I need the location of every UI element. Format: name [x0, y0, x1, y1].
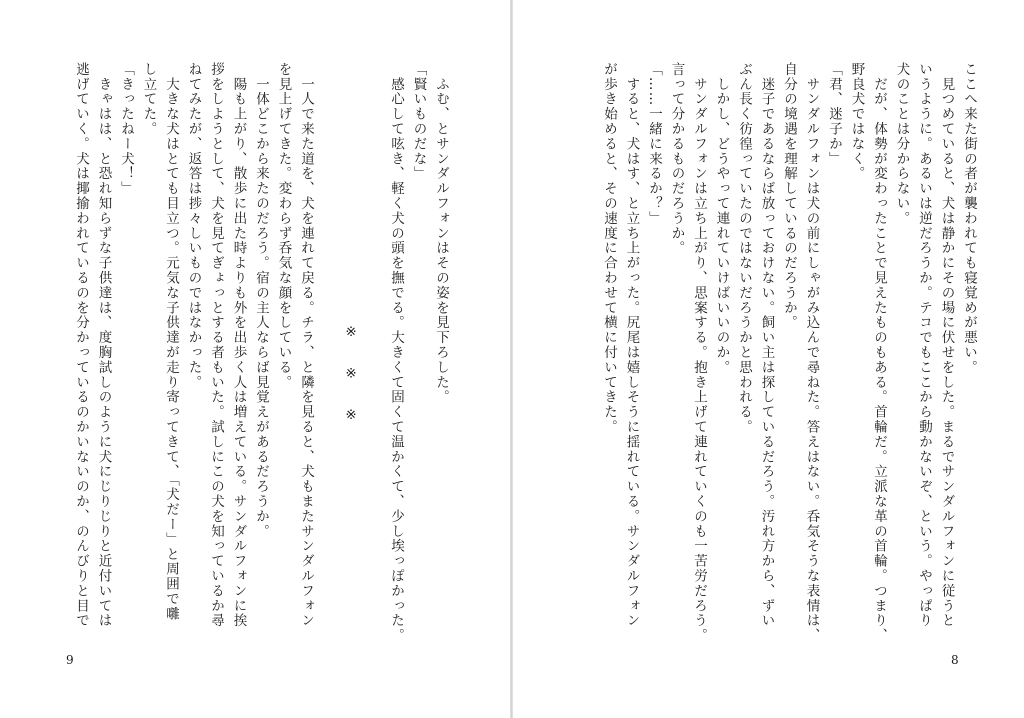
text-line: 大きな犬はとても目立つ。元気な子供達が走り寄ってきて、「犬だー」と周囲で囃 — [163, 62, 179, 622]
text-line: いうように。あるいは逆だろうか。テコでもここから動かないぞ、という。やっぱり — [916, 62, 932, 629]
text-line: 言って分かるものだろうか。 — [668, 62, 685, 256]
text-line: 一体どこから来たのだろう。宿の主人ならば見覚えがあるだろうか。 — [253, 62, 269, 539]
section-separator: ※ ※ ※ — [343, 324, 359, 429]
text-line: 迷子であるならば放っておけない。飼い主は探しているだろう。汚れ方から、ずい — [758, 62, 775, 629]
text-line: 陽も上がり、散歩に出た時よりも外を出歩く人は増えている。サンダルフォンに挨 — [230, 62, 247, 629]
text-line: すると、犬はす、と立ち上がった。尻尾は嬉しそうに揺れている。サンダルフォン — [623, 62, 640, 629]
text-line: 「賢いものだな」 — [410, 62, 427, 182]
right-page — [513, 0, 1024, 718]
page-number: 8 — [951, 653, 959, 667]
right-page-text — [598, 62, 981, 660]
text-line: 見つめていると、犬は静かにその場に伏せをした。まるでサンダルフォンに従うと — [938, 62, 955, 629]
text-line: 感心して呟き、軽く犬の頭を撫でる。大きくて固くて温かくて、少し埃っぽかった。 — [388, 62, 404, 644]
text-line: 「君、迷子か」 — [826, 62, 842, 167]
left-page — [0, 0, 510, 718]
text-line: 一人で来た道を、犬を連れて戻る。チラ、と隣を見ると、犬もまたサンダルフォン — [298, 62, 314, 629]
page-number: 9 — [66, 653, 74, 667]
text-line: が歩き始めると、その速度に合わせて横に付いてきた。 — [601, 62, 617, 435]
text-line: 自分の境遇を理解しているのだろうか。 — [781, 62, 797, 331]
text-line: きゃはは、と恐れ知らずな子供達は、度胸試しのように犬にじりじりと近付いては — [95, 62, 112, 629]
text-line: 「……一緒に来るか？」 — [646, 62, 662, 226]
text-line: 逃げていく。犬は揶揄われているのを分かっているのかいないのか、のんびりと目で — [73, 62, 89, 629]
text-line: を見上げてきた。変わらず呑気な顔をしている。 — [275, 62, 292, 390]
text-line: しかし、どうやって連れていけばいいのか。 — [713, 62, 730, 375]
text-line: し立てた。 — [140, 62, 157, 137]
text-line: ぶん長く彷徨っていたのではないだろうかと思われる。 — [736, 62, 752, 435]
text-line: ここへ来た街の者が襲われても寝覚めが悪い。 — [961, 62, 977, 375]
text-line: 拶をしようとして、犬を見てぎょっとする者もいた。試しにこの犬を知っているか尋 — [208, 62, 224, 629]
text-line: だが、体勢が変わったことで見えたものもある。首輪だ。立派な革の首輪。つまり、 — [871, 62, 887, 644]
text-line: ふむ、とサンダルフォンはその姿を見下ろした。 — [433, 62, 449, 405]
blank-line — [362, 62, 385, 660]
text-line: サンダルフォンは犬の前にしゃがみ込んで尋ねた。答えはない。呑気そうな表情は、 — [803, 62, 820, 644]
text-line: 犬のことは分からない。 — [893, 62, 910, 226]
left-page-text — [70, 62, 453, 660]
text-line: サンダルフォンは立ち上がり、思案する。抱き上げて連れていくのも一苦労だろう。 — [691, 62, 707, 644]
text-line: ねてみたが、返答は捗々しいものではなかった。 — [185, 62, 202, 390]
text-line: 野良犬ではなく。 — [848, 62, 865, 182]
blank-line — [317, 62, 340, 660]
text-line: 「きったねー犬！」 — [118, 62, 134, 197]
